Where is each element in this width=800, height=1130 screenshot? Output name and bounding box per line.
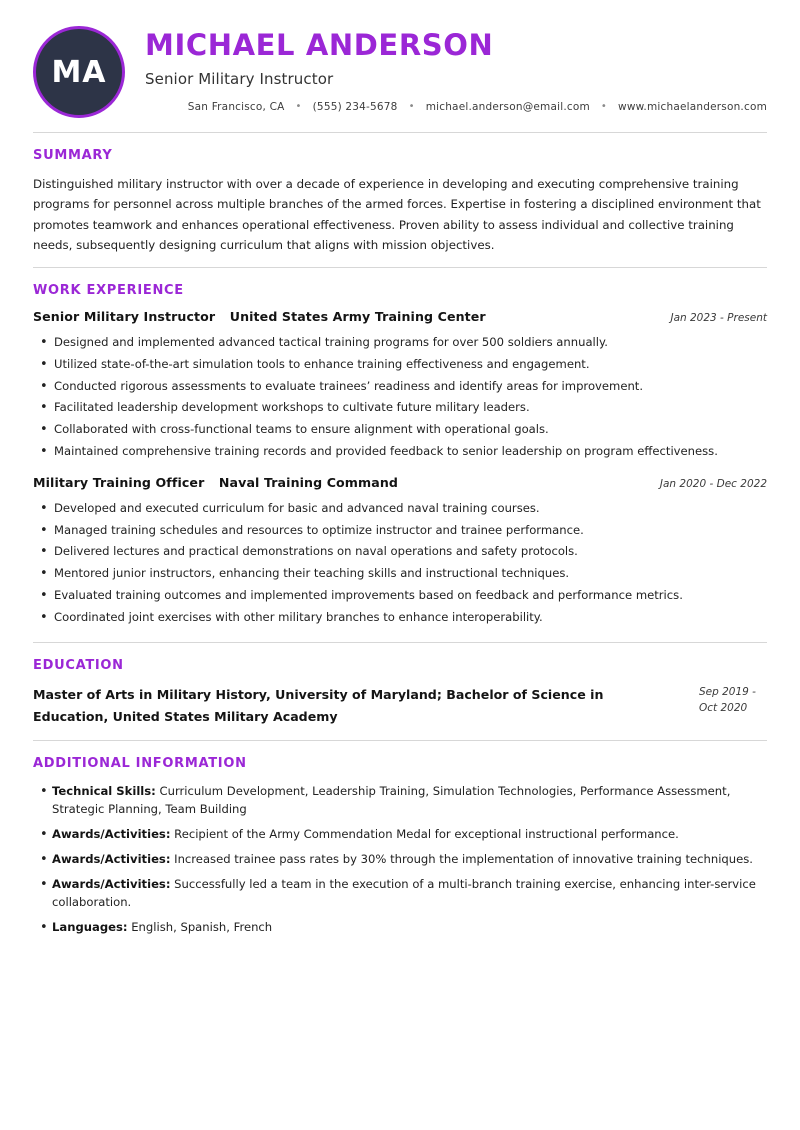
additional-value: Successfully led a team in the execution of a multi-branch training exercise, enhancing inter-service collaboration. xyxy=(52,876,756,910)
section-summary xyxy=(33,133,767,268)
additional-label: Languages: xyxy=(52,920,128,935)
list-item: • Developed and executed curriculum for basic and advanced naval training courses. xyxy=(52,499,767,518)
list-item: • Evaluated training outcomes and implemented improvements based on feedback and performance metrics. xyxy=(52,586,767,605)
list-item xyxy=(52,875,767,913)
experience-role: Military Training Officer xyxy=(33,474,205,490)
experience-role-company xyxy=(33,475,398,490)
additional-label: Awards/Activities: xyxy=(52,827,171,842)
additional-value: English, Spanish, French xyxy=(131,920,273,935)
list-item: • Conducted rigorous assessments to evaluate trainees’ readiness and identify areas for improvement. xyxy=(52,377,767,396)
list-item: • Mentored junior instructors, enhancing their teaching skills and instructional techniques. xyxy=(52,564,767,583)
experience-entry xyxy=(33,475,767,627)
resume-header xyxy=(33,24,767,133)
summary-text: Distinguished military instructor with over a decade of experience in developing and executing comprehensive training programs for personnel across multiple branches of the armed forces. Expertise in fostering a disciplined environment that promotes teamwork and enhances operational effectiveness. Proven ability to assess individual and collective training needs, subsequently designing curriculum that aligns with mission objectives. xyxy=(33,177,761,252)
experience-company: Naval Training Command xyxy=(218,474,399,490)
experience-bullets xyxy=(33,499,767,627)
contact-row xyxy=(145,101,767,113)
additional-value: Increased trainee pass rates by 30% through the implementation of innovative training techniques. xyxy=(174,851,753,866)
experience-dates: Jan 2020 - Dec 2022 xyxy=(659,477,767,490)
additional-label: Awards/Activities: xyxy=(52,876,171,891)
experience-role-company xyxy=(33,309,486,324)
contact-website: www.michaelanderson.com xyxy=(618,100,767,113)
list-item: • Managed training schedules and resources to optimize instructor and trainee performance. xyxy=(52,521,767,540)
section-title-work-experience: WORK EXPERIENCE xyxy=(33,283,184,299)
contact-email: michael.anderson@email.com xyxy=(425,100,590,113)
education-entry xyxy=(33,684,767,728)
contact-separator-icon: • xyxy=(600,101,608,113)
contact-separator-icon: • xyxy=(295,101,302,113)
experience-entry-header xyxy=(33,309,767,324)
additional-label: Technical Skills: xyxy=(52,783,156,798)
contact-phone: (555) 234-5678 xyxy=(312,100,398,113)
contact-location: San Francisco, CA xyxy=(187,100,285,113)
list-item xyxy=(52,918,767,937)
experience-entry xyxy=(33,309,767,461)
section-title-education: EDUCATION xyxy=(33,657,124,673)
contact-separator-icon: • xyxy=(408,101,415,113)
section-education xyxy=(33,643,767,741)
list-item: • Maintained comprehensive training records and provided feedback to senior leadership on program effectiveness. xyxy=(52,442,767,461)
list-item: • Collaborated with cross-functional teams to ensure alignment with operational goals. xyxy=(52,420,767,439)
list-item: • Coordinated joint exercises with other military branches to enhance interoperability. xyxy=(52,608,767,627)
list-item: • Facilitated leadership development workshops to cultivate future military leaders. xyxy=(52,398,767,417)
page-title: MICHAEL ANDERSON xyxy=(145,28,494,62)
avatar-initials: MA xyxy=(51,54,107,90)
section-additional-information xyxy=(33,741,767,955)
additional-value: Curriculum Development, Leadership Training, Simulation Technologies, Performance Assessment, Strategic Planning, Team Building xyxy=(52,783,731,817)
header-text-block xyxy=(145,24,767,113)
experience-dates: Jan 2023 - Present xyxy=(670,312,767,325)
section-title-additional-information: ADDITIONAL INFORMATION xyxy=(33,755,247,771)
list-item xyxy=(52,825,767,844)
header-job-title: Senior Military Instructor xyxy=(145,69,334,88)
section-work-experience xyxy=(33,268,767,642)
experience-bullets xyxy=(33,333,767,461)
list-item: • Utilized state-of-the-art simulation tools to enhance training effectiveness and engagement. xyxy=(52,355,767,374)
education-degree: Master of Arts in Military History, University of Maryland; Bachelor of Science in Education, United States Military Academy xyxy=(33,686,604,724)
additional-label: Awards/Activities: xyxy=(52,851,171,866)
list-item: • Delivered lectures and practical demonstrations on naval operations and safety protocols. xyxy=(52,542,767,561)
section-title-summary: SUMMARY xyxy=(33,148,113,163)
experience-role: Senior Military Instructor xyxy=(33,309,216,325)
list-item: • Designed and implemented advanced tactical training programs for over 500 soldiers annually. xyxy=(52,333,767,352)
experience-entry-header xyxy=(33,475,767,490)
additional-list xyxy=(33,782,767,937)
list-item xyxy=(52,850,767,869)
avatar xyxy=(33,26,125,118)
list-item xyxy=(52,782,767,820)
additional-value: Recipient of the Army Commendation Medal for exceptional instructional performance. xyxy=(174,827,679,842)
education-dates: Sep 2019 - Oct 2020 xyxy=(699,685,756,715)
experience-company: United States Army Training Center xyxy=(229,309,486,325)
